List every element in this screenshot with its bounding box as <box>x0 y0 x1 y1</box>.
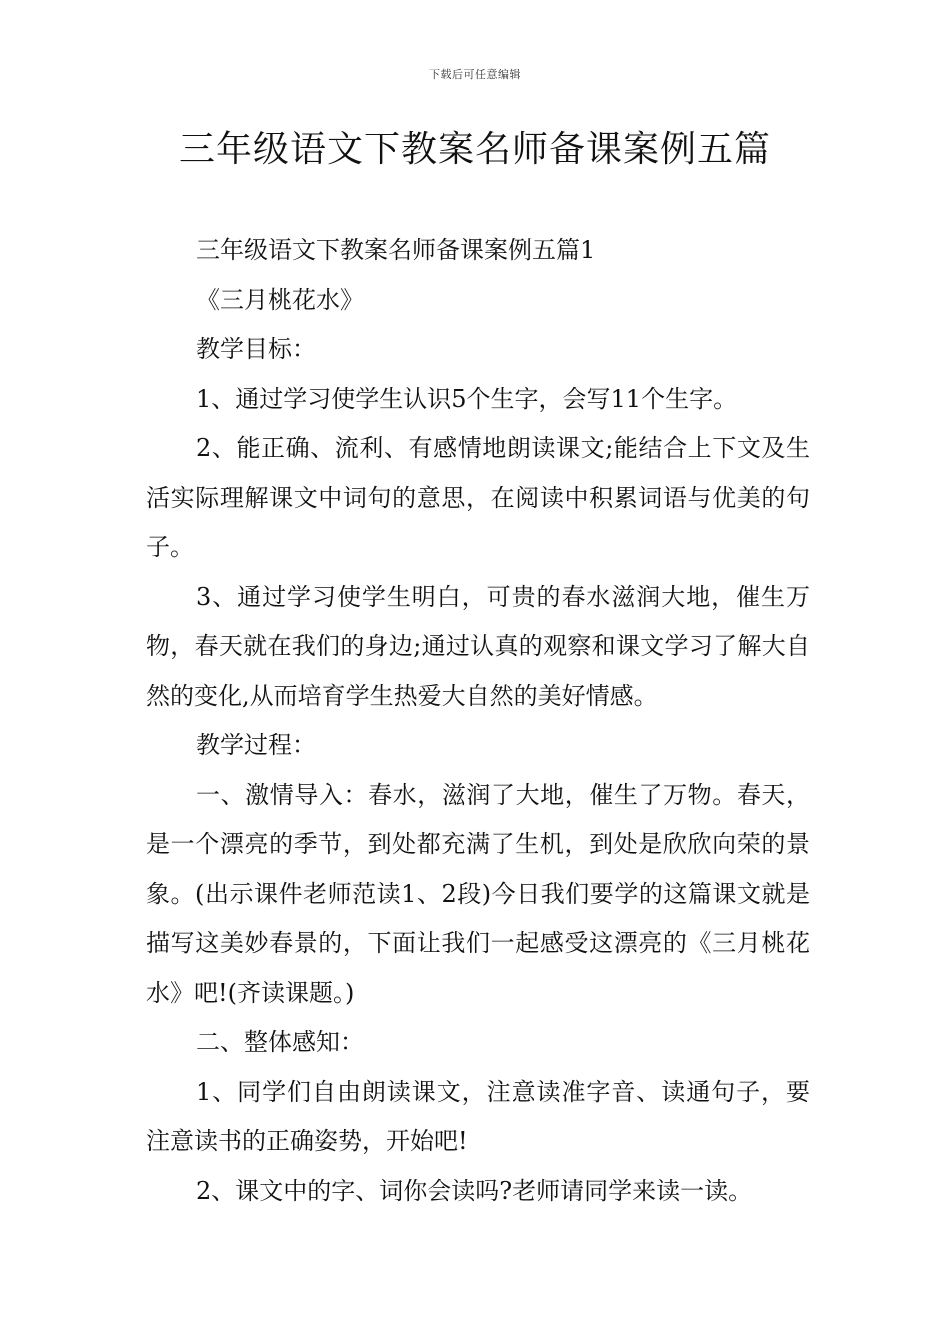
goals-heading: 教学目标： <box>196 335 316 363</box>
overview-item-1: 1、同学们自由朗读课文，注意读准字音、读通句子，要注意读书的正确姿势，开始吧! <box>146 1077 810 1155</box>
process-heading: 教学过程： <box>196 731 316 759</box>
document-title: 三年级语文下教案名师备课案例五篇 <box>178 129 771 170</box>
lesson-title: 《三月桃花水》 <box>196 285 364 314</box>
goal-item-3: 3、通过学习使学生明白，可贵的春水滋润大地，催生万物，春天就在我们的身边;通过认真的观察和课文学习了解大自然的变化,从而培育学生热爱大自然的美好情感。 <box>146 582 810 710</box>
overview-item-2: 2、课文中的字、词你会读吗?老师请同学来读一读。 <box>196 1176 753 1205</box>
process-step-overview-heading: 二、整体感知： <box>196 1028 364 1056</box>
process-step-intro: 一、激情导入：春水，滋润了大地，催生了万物。春天，是一个漂亮的季节，到处都充满了生机，到处是欣欣向荣的景象。(出示课件老师范读1、2段)今日我们要学的这篇课文就是描写这美妙春景的，下面让我们一起感受这漂亮的《三月桃花水》吧!(齐读课题。) <box>146 780 810 1007</box>
goal-item-1: 1、通过学习使学生认识5个生字，会写11个生字。 <box>196 384 738 413</box>
goal-item-2: 2、能正确、流利、有感情地朗读课文;能结合上下文及生活实际理解课文中词句的意思，在阅读中积累词语与优美的句子。 <box>146 434 810 561</box>
document-body <box>146 226 810 1216</box>
section-heading: 三年级语文下教案名师备课案例五篇1 <box>196 236 596 264</box>
header-note: 下载后可任意编辑 <box>429 68 521 81</box>
